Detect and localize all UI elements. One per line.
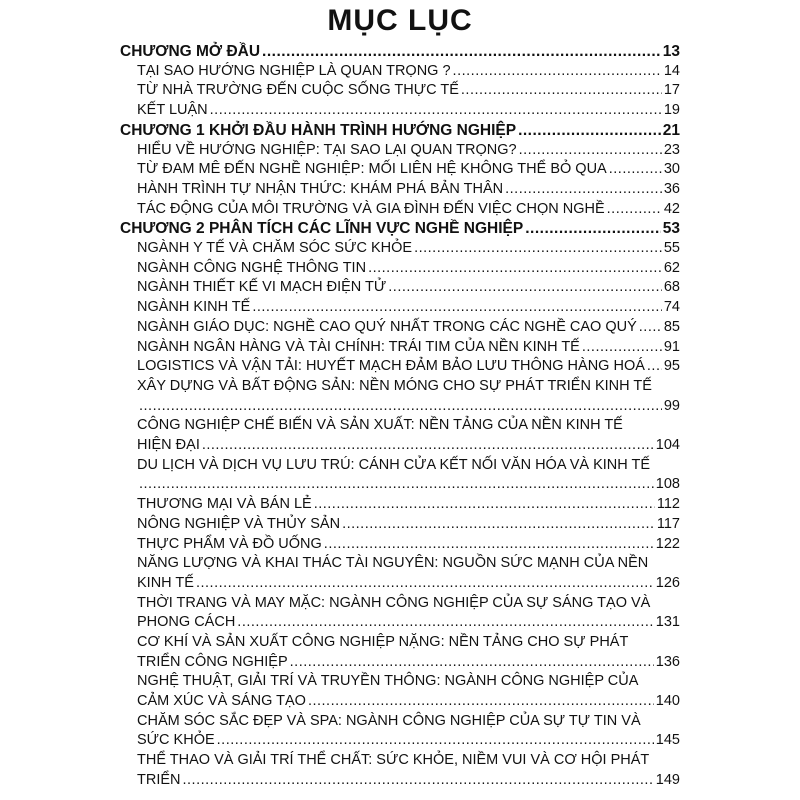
toc-section-entry[interactable] [137,495,680,515]
toc-section-entry[interactable] [137,712,680,751]
dot-leader [388,278,662,297]
toc-page-number: 42 [663,200,680,217]
toc-entry-title-continued: PHONG CÁCH [137,614,236,631]
dot-leader [139,475,654,494]
dot-leader [324,535,654,554]
toc-section-entry[interactable] [137,456,680,495]
toc-entry-title: NGÀNH KINH TẾ [137,299,251,316]
toc-section-entry[interactable] [137,62,680,82]
toc-page-number: 122 [655,535,680,552]
dot-leader [252,298,662,317]
toc-page-number: 91 [663,338,680,355]
toc-entry-title: DU LỊCH VÀ DỊCH VỤ LƯU TRÚ: CÁNH CỬA KẾT NỐI VĂN HÓA VÀ KINH TẾ [137,456,651,473]
dot-leader [461,81,662,100]
toc-entry-title: NGÀNH GIÁO DỤC: NGHỀ CAO QUÝ NHẤT TRONG CÁC NGHỀ CAO QUÝ [137,318,637,335]
toc-page-number: 53 [662,220,680,238]
toc-entry-title: NGÀNH NGÂN HÀNG VÀ TÀI CHÍNH: TRÁI TIM CỦA NỀN KINH TẾ [137,338,580,355]
toc-entry-title: TÁC ĐỘNG CỦA MÔI TRƯỜNG VÀ GIA ĐÌNH ĐẾN VIỆC CHỌN NGHỀ [137,200,605,217]
toc-entry-title: NGÀNH CÔNG NGHỆ THÔNG TIN [137,259,367,276]
toc-section-entry[interactable] [137,672,680,711]
dot-leader [314,495,655,514]
toc-section-entry[interactable] [137,141,680,161]
toc-section-entry[interactable] [137,278,680,298]
toc-page-number: 104 [655,436,680,453]
toc-entry-title: CÔNG NGHIỆP CHẾ BIẾN VÀ SẢN XUẤT: NỀN TẢNG CỦA NỀN KINH TẾ [137,417,623,434]
toc-page-number: 55 [663,240,680,256]
dot-leader [342,515,655,534]
toc-page-number: 126 [655,574,680,591]
toc-entry-title: CHƯƠNG 1 KHỞI ĐẦU HÀNH TRÌNH HƯỚNG NGHIỆP [120,121,517,139]
dot-leader [368,259,662,278]
toc-section-entry[interactable] [137,554,680,593]
toc-entry-title: THỂ THAO VÀ GIẢI TRÍ THỂ CHẤT: SỨC KHỎE, NIỀM VUI VÀ CƠ HỘI PHÁT [137,752,650,769]
toc-section-entry[interactable] [137,200,680,220]
toc-entry-title-continued: KINH TẾ [137,574,194,591]
toc-page-number: 13 [662,43,680,60]
toc-entry-title-continued: TRIỂN [137,771,181,788]
toc-entry-title-continued: CẢM XÚC VÀ SÁNG TẠO [137,693,306,710]
toc-entry-title: THỰC PHẨM VÀ ĐỒ UỐNG [137,535,322,552]
toc-section-entry[interactable] [137,633,680,672]
toc-section-entry[interactable] [137,160,680,180]
dot-leader [609,160,662,179]
toc-entry-title: THƯƠNG MẠI VÀ BÁN LẺ [137,496,312,513]
toc-entry-title: TỪ NHÀ TRƯỜNG ĐẾN CUỘC SỐNG THỰC TẾ [137,82,459,99]
toc-page-number: 149 [655,771,680,788]
toc-page-number: 62 [663,259,680,276]
toc-section-entry[interactable] [137,180,680,200]
toc-page-number: 17 [663,82,680,99]
toc-section-entry[interactable] [137,751,680,790]
toc-chapter-entry[interactable] [120,121,680,141]
toc-page-number: 99 [663,397,680,414]
dot-leader [196,574,654,593]
toc-entry-title: XÂY DỰNG VÀ BẤT ĐỘNG SẢN: NỀN MÓNG CHO SỰ PHÁT TRIỂN KINH TẾ [137,377,652,394]
toc-section-entry[interactable] [137,594,680,633]
dot-leader [453,62,662,81]
toc-entry-title: NGÀNH THIẾT KẾ VI MẠCH ĐIỆN TỬ [137,279,387,296]
toc-entry-title: NGÀNH Y TẾ VÀ CHĂM SÓC SỨC KHỎE [137,240,413,256]
toc-section-entry[interactable] [137,81,680,101]
toc-section-entry[interactable] [137,535,680,555]
toc-page-number: 36 [663,180,680,197]
dot-leader [202,436,654,455]
toc-page-number: 19 [663,102,680,119]
toc-page-number: 131 [655,614,680,631]
toc-entry-title: CƠ KHÍ VÀ SẢN XUẤT CÔNG NGHIỆP NẶNG: NỀN TẢNG CHO SỰ PHÁT [137,634,629,650]
toc-entry-title: HIỂU VỀ HƯỚNG NGHIỆP: TẠI SAO LẠI QUAN TRỌNG? [137,141,517,158]
toc-page-number: 85 [663,318,680,335]
dot-leader [582,338,662,357]
toc-section-entry[interactable] [137,377,680,416]
toc-entry-title: LOGISTICS VÀ VẬN TẢI: HUYẾT MẠCH ĐẢM BẢO LƯU THÔNG HÀNG HOÁ [137,358,645,375]
toc-page-number: 117 [656,515,680,532]
dot-leader [647,357,662,376]
toc-page-number: 112 [656,496,680,513]
dot-leader [518,121,661,140]
toc-section-entry[interactable] [137,101,680,121]
toc-entry-title-continued: TRIỂN CÔNG NGHIỆP [137,653,288,670]
toc-entry-title: NĂNG LƯỢNG VÀ KHAI THÁC TÀI NGUYÊN: NGUỒN SỨC MẠNH CỦA NỀN [137,555,649,572]
toc-section-entry[interactable] [137,298,680,318]
toc-page-number: 140 [655,693,680,710]
toc-page-number: 68 [663,279,680,296]
toc-section-entry[interactable] [137,357,680,377]
dot-leader [210,101,662,120]
page-title: MỤC LỤC [327,4,473,37]
toc-entry-title-continued: SỨC KHỎE [137,732,215,749]
toc-section-entry[interactable] [137,515,680,535]
toc-entry-title: CHƯƠNG MỞ ĐẦU [120,43,261,60]
dot-leader [519,141,662,160]
toc-page-number: 95 [663,358,680,375]
dot-leader [414,239,662,258]
toc-section-entry[interactable] [137,338,680,358]
toc-chapter-entry[interactable] [120,42,680,62]
dot-leader [183,771,654,790]
toc-entry-title: CHĂM SÓC SẮC ĐẸP VÀ SPA: NGÀNH CÔNG NGHIỆP CỦA SỰ TỰ TIN VÀ [137,712,641,729]
dot-leader [505,180,662,199]
dot-leader [308,692,654,711]
toc-entry-title: NGHỆ THUẬT, GIẢI TRÍ VÀ TRUYỀN THÔNG: NGÀNH CÔNG NGHIỆP CỦA [137,673,639,690]
toc-page-number: 136 [655,653,680,670]
toc-section-entry[interactable] [137,239,680,259]
toc-page-number: 74 [663,299,680,316]
dot-leader [262,42,661,61]
toc-entry-title: TỪ ĐAM MÊ ĐẾN NGHỀ NGHIỆP: MỐI LIÊN HỆ KHÔNG THỂ BỎ QUA [137,161,607,178]
toc-entry-title: KẾT LUẬN [137,102,208,119]
toc-page-number: 21 [662,121,680,139]
dot-leader [639,318,662,337]
toc-entry-title: HÀNH TRÌNH TỰ NHẬN THỨC: KHÁM PHÁ BẢN THÂN [137,180,504,197]
toc-entry-title-continued: HIỆN ĐẠI [137,436,200,453]
dot-leader [525,219,661,238]
dot-leader [217,731,654,750]
toc-entry-title: THỜI TRANG VÀ MAY MẶC: NGÀNH CÔNG NGHIỆP CỦA SỰ SÁNG TẠO VÀ [137,594,651,611]
toc-section-entry[interactable] [137,318,680,338]
toc-page-number: 108 [655,476,680,493]
toc-page-number: 23 [663,141,680,158]
toc-entry-title: TẠI SAO HƯỚNG NGHIỆP LÀ QUAN TRỌNG ? [137,62,451,79]
toc-entry-title: NÔNG NGHIỆP VÀ THỦY SẢN [137,515,341,532]
dot-leader [237,613,654,632]
toc-section-entry[interactable] [137,416,680,455]
toc-section-entry[interactable] [137,259,680,279]
dot-leader [290,653,654,672]
dot-leader [607,200,662,219]
toc-page-number: 145 [655,732,680,749]
toc-chapter-entry[interactable] [120,219,680,239]
toc-page-number: 30 [663,161,680,178]
dot-leader [139,397,662,416]
toc-entry-title: CHƯƠNG 2 PHÂN TÍCH CÁC LĨNH VỰC NGHỀ NGHIỆP [120,220,524,238]
toc-page-number: 14 [663,62,680,79]
